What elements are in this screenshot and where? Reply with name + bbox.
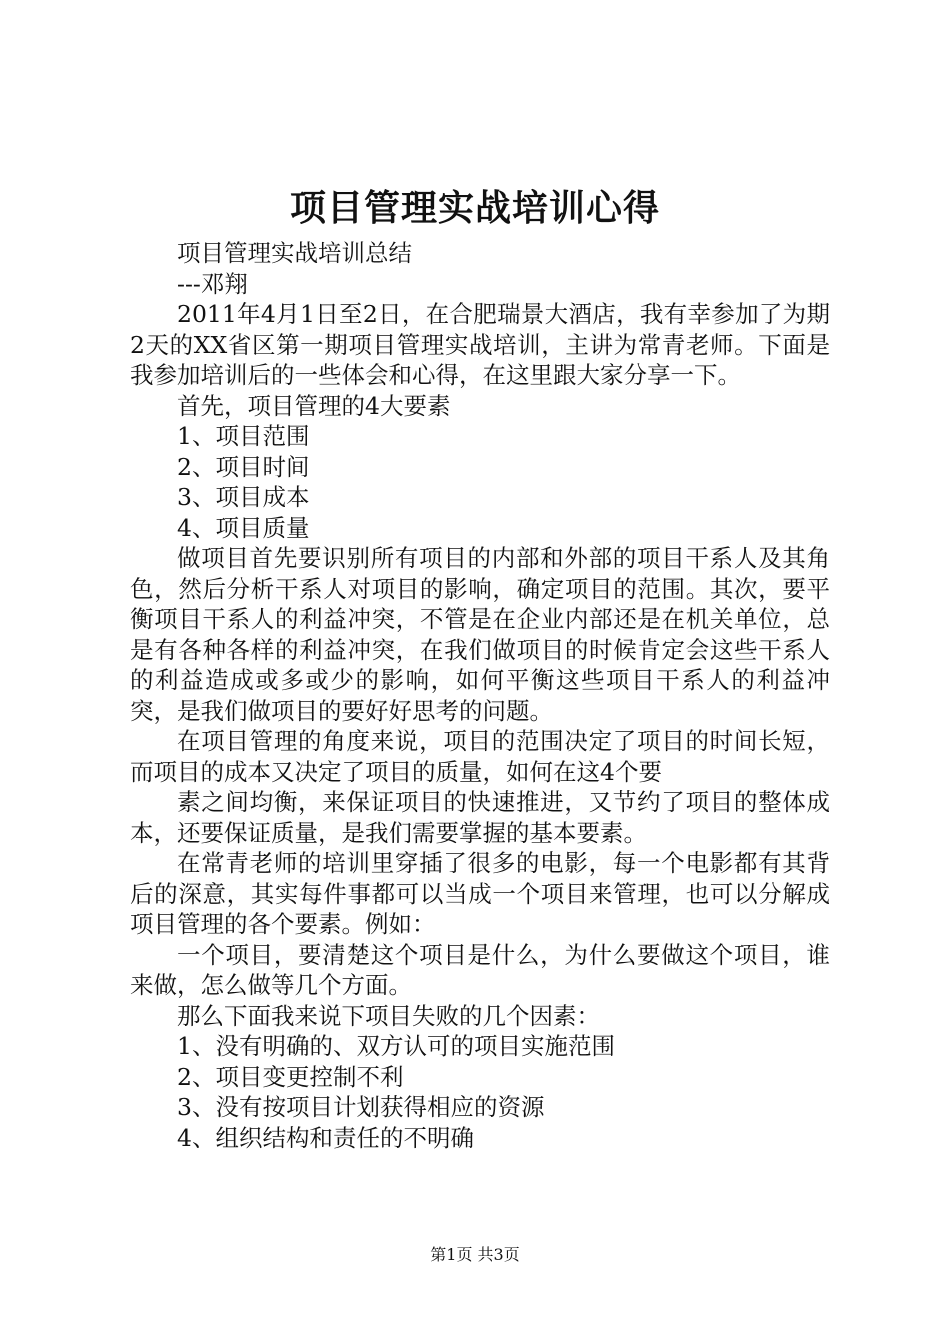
paragraph: 2011年4月1日至2日，在合肥瑞景大酒店，我有幸参加了为期2天的XX省区第一期项目管理实战培训，主讲为常青老师。下面是我参加培训后的一些体会和心得，在这里跟大家分享一下。 xyxy=(130,300,830,389)
list-item: 3、项目成本 xyxy=(177,483,310,511)
list-item: 2、项目变更控制不利 xyxy=(177,1062,404,1091)
document-body xyxy=(130,238,830,1153)
paragraph: ---邓翔 xyxy=(177,269,248,298)
list-item: 4、组织结构和责任的不明确 xyxy=(177,1123,474,1152)
paragraph: 在常青老师的培训里穿插了很多的电影，每一个电影都有其背后的深意，其实每件事都可以当成一个项目来管理，也可以分解成项目管理的各个要素。例如： xyxy=(130,849,830,938)
page-footer: 第1页 共3页 xyxy=(430,1245,520,1264)
paragraph: 那么下面我来说下项目失败的几个因素： xyxy=(177,1001,600,1030)
list-item: 3、没有按项目计划获得相应的资源 xyxy=(177,1093,545,1121)
list-item: 2、项目时间 xyxy=(177,452,310,481)
paragraph: 在项目管理的角度来说，项目的范围决定了项目的时间长短，而项目的成本又决定了项目的质量，如何在这4个要 xyxy=(130,727,830,786)
paragraph: 素之间均衡，来保证项目的快速推进，又节约了项目的整体成本，还要保证质量，是我们需要掌握的基本要素。 xyxy=(130,788,830,847)
paragraph: 项目管理实战培训总结 xyxy=(177,239,412,267)
list-item: 1、项目范围 xyxy=(177,422,310,450)
paragraph: 一个项目，要清楚这个项目是什么，为什么要做这个项目，谁来做，怎么做等几个方面。 xyxy=(130,940,830,999)
paragraph: 首先，项目管理的4大要素 xyxy=(177,391,451,420)
page-title: 项目管理实战培训心得 xyxy=(289,187,660,229)
list-item: 4、项目质量 xyxy=(177,513,310,542)
paragraph: 做项目首先要识别所有项目的内部和外部的项目干系人及其角色，然后分析干系人对项目的影响，确定项目的范围。其次，要平衡项目干系人的利益冲突，不管是在企业内部还是在机关单位，总是有各种各样的利益冲突，在我们做项目的时候肯定会这些干系人的利益造成或多或少的影响，如何平衡这些项目干系人的利益冲突，是我们做项目的要好好思考的问题。 xyxy=(130,544,830,725)
list-item: 1、没有明确的、双方认可的项目实施范围 xyxy=(177,1032,615,1060)
